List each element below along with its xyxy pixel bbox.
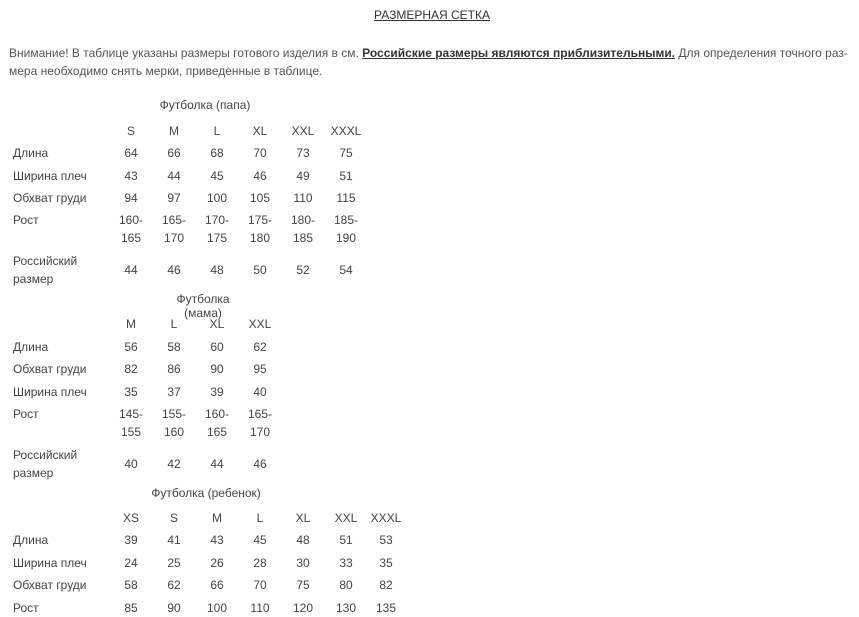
- table-cell: 94: [124, 191, 138, 205]
- table-cell: 64: [124, 146, 138, 160]
- table-cell: 62: [167, 578, 181, 592]
- row-label: Длина: [13, 533, 49, 547]
- table-cell: 62: [253, 340, 267, 354]
- size-header: XXXL: [330, 124, 362, 138]
- row-label: Рост: [13, 601, 39, 615]
- table-cell: 85: [124, 601, 138, 615]
- row-label: Российский размер: [13, 448, 78, 480]
- table-cell: 82: [124, 362, 138, 376]
- table-caption: Футболка (ребенок): [151, 486, 261, 500]
- table-cell: 58: [124, 578, 138, 592]
- table-cell: 110: [293, 191, 313, 205]
- row-label: Ширина плеч: [13, 169, 87, 183]
- table-cell: 185-190: [333, 213, 359, 245]
- notice-suffix: Для определения точного раз-мера необходимо снять мерки, приведенные в таблице.: [9, 46, 848, 78]
- table-cell: 90: [210, 362, 224, 376]
- table-caption: Футболка (мама): [176, 292, 230, 320]
- table-cell: 33: [339, 556, 353, 570]
- table-cell: 28: [253, 556, 267, 570]
- table-cell: 53: [379, 533, 393, 547]
- table-cell: 46: [253, 457, 267, 471]
- table-cell: 100: [206, 601, 228, 615]
- table-cell: 160-165: [204, 407, 230, 439]
- table-cell: 46: [253, 169, 267, 183]
- table-cell: 86: [167, 362, 181, 376]
- table-cell: 80: [339, 578, 353, 592]
- size-header: M: [126, 317, 136, 331]
- row-label: Длина: [13, 340, 49, 354]
- table-cell: 60: [210, 340, 224, 354]
- size-header: L: [256, 511, 264, 525]
- table-cell: 73: [296, 146, 310, 160]
- size-header: L: [213, 124, 221, 138]
- table-cell: 40: [253, 385, 267, 399]
- table-cell: 90: [167, 601, 181, 615]
- notice-bold: Российские размеры являются приблизительными.: [362, 46, 676, 60]
- table-cell: 58: [167, 340, 181, 354]
- row-label: Обхват груди: [13, 191, 87, 205]
- row-label: Обхват груди: [13, 362, 87, 376]
- table-cell: 43: [210, 533, 224, 547]
- row-label: Ширина плеч: [13, 385, 87, 399]
- table-cell: 82: [379, 578, 393, 592]
- table-cell: 120: [292, 601, 314, 615]
- table-cell: 51: [339, 533, 353, 547]
- table-cell: 51: [339, 169, 353, 183]
- size-header: L: [170, 317, 178, 331]
- table-cell: 46: [167, 263, 181, 277]
- table-cell: 180-185: [290, 213, 316, 245]
- notice-text: [9, 44, 851, 80]
- table-cell: 115: [336, 191, 356, 205]
- size-header: M: [212, 511, 222, 525]
- table-cell: 37: [167, 385, 181, 399]
- table-cell: 145-155: [118, 407, 144, 439]
- size-header: XXXL: [370, 511, 402, 525]
- table-cell: 170-175: [204, 213, 230, 245]
- table-cell: 44: [210, 457, 224, 471]
- size-header: XXL: [248, 317, 272, 331]
- size-header: XL: [252, 124, 268, 138]
- table-cell: 39: [210, 385, 224, 399]
- size-header: XL: [295, 511, 311, 525]
- table-cell: 130: [335, 601, 357, 615]
- table-cell: 110: [250, 601, 270, 615]
- row-label: Обхват груди: [13, 578, 87, 592]
- table-cell: 56: [124, 340, 138, 354]
- table-cell: 100: [206, 191, 228, 205]
- table-cell: 48: [210, 263, 224, 277]
- size-header: XXL: [291, 124, 315, 138]
- table-cell: 44: [124, 263, 138, 277]
- table-cell: 25: [167, 556, 181, 570]
- table-cell: 75: [339, 146, 353, 160]
- table-cell: 95: [253, 362, 267, 376]
- row-label: Рост: [13, 407, 39, 421]
- table-cell: 45: [253, 533, 267, 547]
- size-header: S: [169, 511, 178, 525]
- table-cell: 35: [124, 385, 138, 399]
- table-cell: 50: [253, 263, 267, 277]
- size-header: XS: [122, 511, 139, 525]
- table-cell: 44: [167, 169, 181, 183]
- table-cell: 48: [296, 533, 310, 547]
- table-cell: 105: [249, 191, 271, 205]
- table-cell: 39: [124, 533, 138, 547]
- table-cell: 41: [167, 533, 181, 547]
- table-cell: 160-165: [118, 213, 144, 245]
- table-cell: 70: [253, 578, 267, 592]
- table-cell: 66: [210, 578, 224, 592]
- table-cell: 49: [296, 169, 310, 183]
- table-caption: Футболка (папа): [159, 98, 251, 112]
- table-cell: 54: [339, 263, 353, 277]
- row-label: Рост: [13, 213, 39, 227]
- table-cell: 165-170: [161, 213, 187, 245]
- table-cell: 35: [379, 556, 393, 570]
- table-cell: 70: [253, 146, 267, 160]
- table-cell: 97: [167, 191, 181, 205]
- notice-prefix: Внимание! В таблице указаны размеры готового изделия в см.: [9, 46, 359, 60]
- table-cell: 45: [210, 169, 224, 183]
- row-label: Российский размер: [13, 254, 78, 286]
- size-header: S: [126, 124, 135, 138]
- table-cell: 24: [124, 556, 138, 570]
- table-cell: 43: [124, 169, 138, 183]
- table-cell: 155-160: [161, 407, 187, 439]
- table-cell: 66: [167, 146, 181, 160]
- size-header: XL: [209, 317, 225, 331]
- table-cell: 165-170: [247, 407, 273, 439]
- table-cell: 75: [296, 578, 310, 592]
- row-label: Длина: [13, 146, 49, 160]
- table-cell: 175-180: [247, 213, 273, 245]
- table-cell: 40: [124, 457, 138, 471]
- table-cell: 26: [210, 556, 224, 570]
- table-cell: 135: [375, 601, 397, 615]
- size-header: M: [169, 124, 179, 138]
- size-header: XXL: [334, 511, 358, 525]
- page-title: РАЗМЕРНАЯ СЕТКА: [374, 8, 490, 22]
- table-cell: 52: [296, 263, 310, 277]
- table-cell: 68: [210, 146, 224, 160]
- row-label: Ширина плеч: [13, 556, 87, 570]
- table-cell: 42: [167, 457, 181, 471]
- table-cell: 30: [296, 556, 310, 570]
